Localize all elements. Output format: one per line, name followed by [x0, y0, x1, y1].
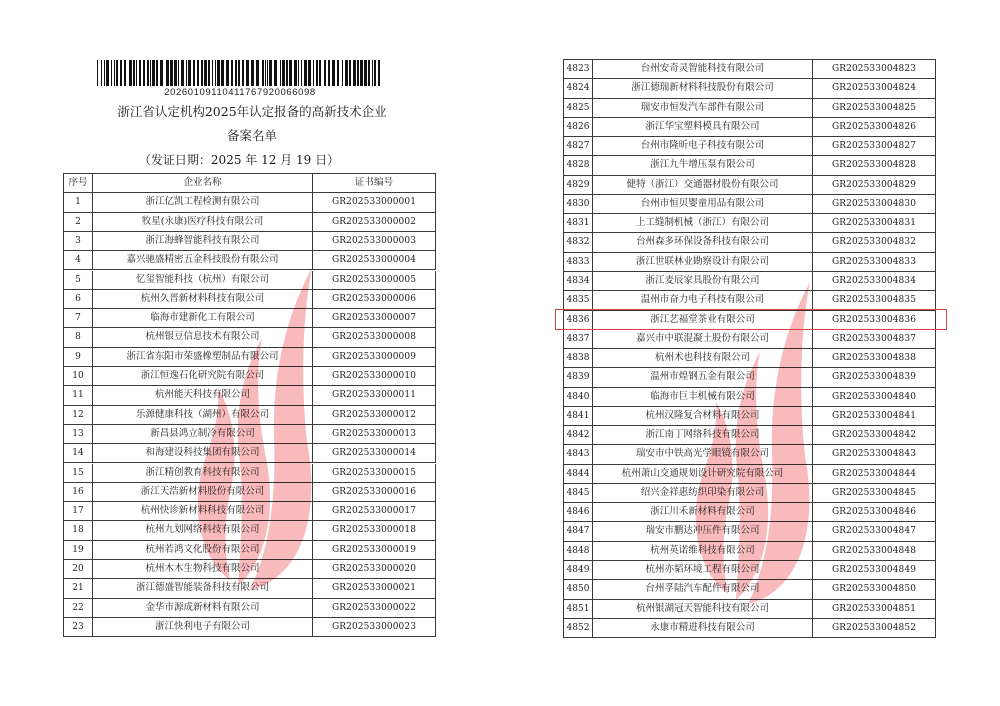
certificate-number-cell: GR202533004823 — [813, 60, 936, 79]
table-row — [64, 483, 436, 502]
barcode-bar — [308, 60, 311, 86]
certificate-number-cell: GR202533000013 — [313, 425, 436, 444]
table-row — [564, 99, 936, 118]
barcode-bar — [104, 60, 105, 86]
company-name-cell: 温州市奋力电子科技有限公司 — [593, 291, 813, 310]
certificate-number-cell: GR202533004835 — [813, 291, 936, 310]
barcode-bar — [313, 60, 314, 86]
company-name-cell: 台州安奇灵智能科技有限公司 — [593, 60, 813, 79]
barcode-bar — [147, 60, 149, 86]
company-name-cell: 杭州汉隆复合材料有限公司 — [593, 407, 813, 426]
company-name-cell: 浙江九牛增压泵有限公司 — [593, 156, 813, 175]
company-name-cell: 牧星(永康)医疗科技有限公司 — [93, 213, 313, 232]
serial-number-cell: 4848 — [564, 542, 593, 561]
serial-number-cell: 4846 — [564, 503, 593, 522]
table-row — [564, 233, 936, 252]
table-row — [564, 137, 936, 156]
serial-number-cell: 21 — [64, 579, 93, 598]
barcode-bar — [349, 60, 351, 86]
certificate-number-cell: GR202533004836 — [813, 311, 936, 330]
table-row — [564, 60, 936, 79]
table-row — [564, 407, 936, 426]
serial-number-cell: 4845 — [564, 484, 593, 503]
certificate-number-cell: GR202533004848 — [813, 542, 936, 561]
barcode-number: 20260109110411767920066098 — [164, 87, 316, 98]
serial-number-cell: 4 — [64, 251, 93, 270]
serial-number-cell: 23 — [64, 618, 93, 637]
serial-number-cell: 4828 — [564, 156, 593, 175]
barcode-bar — [267, 60, 268, 86]
certificate-number-cell: GR202533004826 — [813, 118, 936, 137]
serial-number-cell: 5 — [64, 271, 93, 290]
barcode-bar — [188, 60, 191, 86]
serial-number-cell: 4832 — [564, 233, 593, 252]
barcode-bar — [242, 60, 244, 86]
barcode-bar — [269, 60, 272, 86]
certificate-number-cell: GR202533004841 — [813, 407, 936, 426]
certificate-number-cell: GR202533000001 — [313, 193, 436, 212]
serial-number-cell: 4840 — [564, 388, 593, 407]
serial-number-cell: 20 — [64, 560, 93, 579]
certificate-number-cell: GR202533004851 — [813, 600, 936, 619]
barcode-bar — [226, 60, 229, 86]
serial-number-cell: 1 — [64, 193, 93, 212]
barcode-bar — [152, 60, 155, 86]
company-name-cell: 浙江艺福堂茶业有限公司 — [593, 311, 813, 330]
company-name-cell: 杭州银豆信息技术有限公司 — [93, 328, 313, 347]
table-row — [64, 541, 436, 560]
barcode-bar — [372, 60, 373, 86]
serial-number-cell: 11 — [64, 386, 93, 405]
barcode-bar — [217, 60, 220, 86]
company-name-header: 企业名称 — [93, 174, 313, 193]
barcode-bar — [357, 60, 359, 86]
company-name-cell: 杭州英诺维科技有限公司 — [593, 542, 813, 561]
company-name-cell: 杭州亦韬环境工程有限公司 — [593, 561, 813, 580]
table-row — [64, 521, 436, 540]
certificate-number-cell: GR202533004842 — [813, 426, 936, 445]
barcode-bar — [374, 60, 376, 86]
barcode-bar — [294, 60, 297, 86]
barcode-bar — [221, 60, 224, 86]
barcode-bar — [342, 60, 343, 86]
certificate-number-cell: GR202533004850 — [813, 580, 936, 599]
company-name-cell: 乐源健康科技（湖州）有限公司 — [93, 406, 313, 425]
serial-number-cell: 4829 — [564, 176, 593, 195]
company-name-cell: 永康市精进科技有限公司 — [593, 619, 813, 638]
table-row — [64, 348, 436, 367]
barcode-bar — [124, 60, 126, 86]
table-row — [64, 599, 436, 618]
table-row — [64, 618, 436, 637]
issue-date: （发证日期：2025 年 12 月 19 日） — [138, 153, 340, 167]
barcode-bar — [274, 60, 277, 86]
certificate-number-cell: GR202533004845 — [813, 484, 936, 503]
barcode-bar — [186, 60, 187, 86]
certificate-number-cell: GR202533000009 — [313, 348, 436, 367]
barcode-bar — [286, 60, 288, 86]
company-name-cell: 杭州术也科技有限公司 — [593, 349, 813, 368]
barcode-bar — [298, 60, 299, 86]
document-subtitle: 备案名单 — [226, 128, 277, 143]
table-row — [64, 502, 436, 521]
company-name-cell: 瑞安市中铁高光学眼镜有限公司 — [593, 445, 813, 464]
certificate-number-cell: GR202533000004 — [313, 251, 436, 270]
company-name-cell: 浙江天浩新材料股份有限公司 — [93, 483, 313, 502]
certificate-number-cell: GR202533000020 — [313, 560, 436, 579]
barcode-bar — [156, 60, 158, 86]
company-name-cell: 台州市恒贝婴童用品有限公司 — [593, 195, 813, 214]
barcode-bar — [319, 60, 321, 86]
barcode-bar — [304, 60, 307, 86]
certificate-number-cell: GR202533000011 — [313, 386, 436, 405]
table-row — [564, 349, 936, 368]
serial-number-cell: 3 — [64, 232, 93, 251]
barcode-bar — [345, 60, 348, 86]
company-name-cell: 杭州萧山交通规划设计研究院有限公司 — [593, 465, 813, 484]
certificate-number-cell: GR202533004830 — [813, 195, 936, 214]
serial-number-cell: 22 — [64, 599, 93, 618]
company-name-cell: 浙江德瑞新材料科技股份有限公司 — [593, 79, 813, 98]
table-row — [64, 232, 436, 251]
barcode-bar — [378, 60, 380, 86]
certificate-number-cell: GR202533004839 — [813, 368, 936, 387]
table-header-row — [64, 174, 436, 193]
company-name-cell: 临海市巨丰机械有限公司 — [593, 388, 813, 407]
barcode-bar — [150, 60, 151, 86]
table-row — [564, 388, 936, 407]
barcode-bar — [364, 60, 367, 86]
barcode-bar — [301, 60, 302, 86]
serial-number-cell: 9 — [64, 348, 93, 367]
table-row — [64, 425, 436, 444]
barcode-bar — [360, 60, 363, 86]
barcode-bar — [332, 60, 335, 86]
barcode-bar — [353, 60, 356, 86]
company-name-cell: 浙江快利电子有限公司 — [93, 618, 313, 637]
company-name-cell: 台州市隆昕电子科技有限公司 — [593, 137, 813, 156]
table-row — [64, 464, 436, 483]
table-row — [564, 330, 936, 349]
table-row — [564, 580, 936, 599]
table-row — [564, 156, 936, 175]
table-row — [564, 214, 936, 233]
serial-number-cell: 4841 — [564, 407, 593, 426]
serial-number-cell: 14 — [64, 444, 93, 463]
company-name-cell: 杭州久晋新材料科技有限公司 — [93, 290, 313, 309]
serial-number-cell: 16 — [64, 483, 93, 502]
certificate-number-cell: GR202533000012 — [313, 406, 436, 425]
barcode-bar — [139, 60, 141, 86]
serial-number-cell: 8 — [64, 328, 93, 347]
serial-number-cell: 4823 — [564, 60, 593, 79]
serial-number-cell: 4838 — [564, 349, 593, 368]
serial-number-cell: 4836 — [564, 311, 593, 330]
serial-number-cell: 4843 — [564, 445, 593, 464]
certificate-number-cell: GR202533000016 — [313, 483, 436, 502]
barcode-bar — [212, 60, 213, 86]
serial-number-cell: 4842 — [564, 426, 593, 445]
table-row — [64, 251, 436, 270]
serial-number-cell: 18 — [64, 521, 93, 540]
company-name-cell: 和海建设科技集团有限公司 — [93, 444, 313, 463]
table-row — [64, 444, 436, 463]
barcode-bar — [324, 60, 326, 86]
serial-number-header: 序号 — [64, 174, 93, 193]
company-name-cell: 嘉兴驰盛精密五金科技股份有限公司 — [93, 251, 313, 270]
certificate-number-cell: GR202533004849 — [813, 561, 936, 580]
serial-number-cell: 6 — [64, 290, 93, 309]
barcode-bar — [170, 60, 173, 86]
serial-number-cell: 4844 — [564, 465, 593, 484]
table-row — [64, 213, 436, 232]
certificate-number-cell: GR202533004852 — [813, 619, 936, 638]
serial-number-cell: 4849 — [564, 561, 593, 580]
company-name-cell: 杭州快诊新材料科技有限公司 — [93, 502, 313, 521]
barcode-bar — [197, 60, 199, 86]
barcode-bar — [114, 60, 115, 86]
certificate-number-cell: GR202533004824 — [813, 79, 936, 98]
barcode-bar — [368, 60, 370, 86]
serial-number-cell: 4851 — [564, 600, 593, 619]
table-row — [564, 195, 936, 214]
serial-number-cell: 4837 — [564, 330, 593, 349]
barcode-bar — [181, 60, 184, 86]
certificate-number-cell: GR202533000015 — [313, 464, 436, 483]
table-row — [564, 426, 936, 445]
certificate-number-cell: GR202533000006 — [313, 290, 436, 309]
serial-number-cell: 4824 — [564, 79, 593, 98]
barcode-bar — [235, 60, 237, 86]
company-name-cell: 浙江省东阳市荣盛橡塑制品有限公司 — [93, 348, 313, 367]
certificate-number-cell: GR202533000021 — [313, 579, 436, 598]
certificate-number-cell: GR202533000003 — [313, 232, 436, 251]
table-row — [564, 484, 936, 503]
company-name-cell: 健特（浙江）交通器材股份有限公司 — [593, 176, 813, 195]
serial-number-cell: 13 — [64, 425, 93, 444]
barcode-bar — [238, 60, 240, 86]
company-name-cell: 瑞安市鹏达冲压件有限公司 — [593, 522, 813, 541]
table-row — [64, 579, 436, 598]
company-name-cell: 忆玺智能科技（杭州）有限公司 — [93, 271, 313, 290]
barcode-bar — [120, 60, 122, 86]
table-row — [64, 406, 436, 425]
certificate-number-cell: GR202533000019 — [313, 541, 436, 560]
barcode-bar — [289, 60, 292, 86]
company-name-cell: 浙江亿凯工程检测有限公司 — [93, 193, 313, 212]
serial-number-cell: 4825 — [564, 99, 593, 118]
barcode-bar — [193, 60, 195, 86]
barcode-bar — [178, 60, 179, 86]
barcode-bar — [256, 60, 259, 86]
company-name-cell: 临海市建新化工有限公司 — [93, 309, 313, 328]
table-row — [564, 600, 936, 619]
table-row — [564, 176, 936, 195]
serial-number-cell: 19 — [64, 541, 93, 560]
certificate-number-cell: GR202533000005 — [313, 271, 436, 290]
certificate-number-cell: GR202533000002 — [313, 213, 436, 232]
certificate-number-cell: GR202533004833 — [813, 253, 936, 272]
company-name-cell: 台州森多环保设备科技有限公司 — [593, 233, 813, 252]
serial-number-cell: 4852 — [564, 619, 593, 638]
barcode-bar — [265, 60, 266, 86]
certificate-number-header: 证书编号 — [313, 174, 436, 193]
company-name-cell: 台州孚陆汽车配件有限公司 — [593, 580, 813, 599]
certificate-number-cell: GR202533004847 — [813, 522, 936, 541]
table-row — [564, 253, 936, 272]
company-name-cell: 浙江恒逸石化研究院有限公司 — [93, 367, 313, 386]
company-name-cell: 浙江川禾新材料有限公司 — [593, 503, 813, 522]
serial-number-cell: 4830 — [564, 195, 593, 214]
certificate-number-cell: GR202533004837 — [813, 330, 936, 349]
certificate-number-cell: GR202533000023 — [313, 618, 436, 637]
serial-number-cell: 15 — [64, 464, 93, 483]
table-row — [564, 291, 936, 310]
barcode-bar — [215, 60, 216, 86]
barcode-bar — [133, 60, 135, 86]
table-row — [64, 560, 436, 579]
certificate-number-cell: GR202533004825 — [813, 99, 936, 118]
barcode-bar — [246, 60, 249, 86]
certificate-number-cell: GR202533004831 — [813, 214, 936, 233]
serial-number-cell: 10 — [64, 367, 93, 386]
barcode-bar — [106, 60, 109, 86]
barcode-bar — [97, 60, 98, 86]
serial-number-cell: 2 — [64, 213, 93, 232]
certificate-number-cell: GR202533000022 — [313, 599, 436, 618]
certificate-number-cell: GR202533004829 — [813, 176, 936, 195]
serial-number-cell: 17 — [64, 502, 93, 521]
table-row — [564, 522, 936, 541]
company-name-cell: 浙江海蜂智能科技有限公司 — [93, 232, 313, 251]
barcode-bar — [251, 60, 254, 86]
certificate-number-cell: GR202533004828 — [813, 156, 936, 175]
barcode-bar — [160, 60, 163, 86]
company-name-cell: 浙江世联林业勘察设计有限公司 — [593, 253, 813, 272]
certificate-number-cell: GR202533004844 — [813, 465, 936, 484]
certificate-number-cell: GR202533004846 — [813, 503, 936, 522]
certificate-number-cell: GR202533000008 — [313, 328, 436, 347]
table-row — [564, 542, 936, 561]
company-name-cell: 上工缝制机械（浙江）有限公司 — [593, 214, 813, 233]
company-name-cell: 杭州九划网络科技有限公司 — [93, 521, 313, 540]
barcode-bar — [280, 60, 281, 86]
serial-number-cell: 4833 — [564, 253, 593, 272]
barcode-bar — [208, 60, 210, 86]
table-row — [564, 503, 936, 522]
company-name-cell: 新昌县鸿立制冷有限公司 — [93, 425, 313, 444]
certificate-number-cell: GR202533004834 — [813, 272, 936, 291]
document-title: 浙江省认定机构2025年认定报备的高新技术企业 — [117, 104, 387, 119]
barcode-bar — [316, 60, 318, 86]
serial-number-cell: 7 — [64, 309, 93, 328]
certificate-number-cell: GR202533000018 — [313, 521, 436, 540]
barcode-bar — [328, 60, 330, 86]
table-row — [564, 445, 936, 464]
company-name-cell: 浙江麦辰家具股份有限公司 — [593, 272, 813, 291]
table-row — [64, 271, 436, 290]
serial-number-cell: 4827 — [564, 137, 593, 156]
company-name-cell: 杭州若鸿文化股份有限公司 — [93, 541, 313, 560]
company-name-cell: 嘉兴市中联混凝土股份有限公司 — [593, 330, 813, 349]
serial-number-cell: 4831 — [564, 214, 593, 233]
certificate-number-cell: GR202533004838 — [813, 349, 936, 368]
barcode-bar — [337, 60, 339, 86]
table-row — [64, 193, 436, 212]
serial-number-cell: 4835 — [564, 291, 593, 310]
certificate-number-cell: GR202533004832 — [813, 233, 936, 252]
company-name-cell: 瑞安市恒发汽车部件有限公司 — [593, 99, 813, 118]
barcode-bar — [136, 60, 137, 86]
barcode-bar — [174, 60, 177, 86]
certificate-number-cell: GR202533004843 — [813, 445, 936, 464]
company-name-cell: 杭州木木生物科技有限公司 — [93, 560, 313, 579]
serial-number-cell: 4847 — [564, 522, 593, 541]
company-name-cell: 浙江精创教育科技有限公司 — [93, 464, 313, 483]
certificate-number-cell: GR202533004840 — [813, 388, 936, 407]
table-row — [564, 561, 936, 580]
barcode-bar — [166, 60, 169, 86]
table-row — [564, 368, 936, 387]
enterprise-table-right — [563, 59, 936, 638]
enterprise-table-left — [63, 173, 436, 637]
barcode-bar — [111, 60, 112, 86]
table-row — [64, 386, 436, 405]
table-row — [564, 272, 936, 291]
serial-number-cell: 4839 — [564, 368, 593, 387]
company-name-cell: 绍兴金祥惠纺织印染有限公司 — [593, 484, 813, 503]
barcode-bar — [129, 60, 132, 86]
table-row — [564, 619, 936, 638]
serial-number-cell: 4826 — [564, 118, 593, 137]
company-name-cell: 金华市源成新材料有限公司 — [93, 599, 313, 618]
certificate-number-cell: GR202533000007 — [313, 309, 436, 328]
serial-number-cell: 12 — [64, 406, 93, 425]
serial-number-cell: 4834 — [564, 272, 593, 291]
table-row — [64, 367, 436, 386]
barcode-bar — [101, 60, 102, 86]
barcode — [97, 60, 383, 86]
certificate-number-cell: GR202533000010 — [313, 367, 436, 386]
certificate-number-cell: GR202533000017 — [313, 502, 436, 521]
barcode-bar — [201, 60, 203, 86]
company-name-cell: 杭州银湖冠天智能科技有限公司 — [593, 600, 813, 619]
company-name-cell: 温州市煌钢五金有限公司 — [593, 368, 813, 387]
company-name-cell: 浙江南丁网络科技有限公司 — [593, 426, 813, 445]
barcode-bar — [204, 60, 207, 86]
table-row — [564, 79, 936, 98]
barcode-bar — [282, 60, 285, 86]
barcode-bar — [116, 60, 118, 86]
table-row — [64, 328, 436, 347]
barcode-bar — [143, 60, 145, 86]
barcode-bar — [231, 60, 233, 86]
company-name-cell: 浙江华宝塑料模具有限公司 — [593, 118, 813, 137]
table-row — [564, 465, 936, 484]
table-row — [64, 290, 436, 309]
company-name-cell: 杭州能天科技有限公司 — [93, 386, 313, 405]
company-name-cell: 浙江德盛智能装备科技有限公司 — [93, 579, 313, 598]
certificate-number-cell: GR202533004827 — [813, 137, 936, 156]
table-row — [64, 309, 436, 328]
certificate-number-cell: GR202533000014 — [313, 444, 436, 463]
barcode-bar — [262, 60, 264, 86]
table-row — [564, 311, 936, 330]
serial-number-cell: 4850 — [564, 580, 593, 599]
table-row — [564, 118, 936, 137]
